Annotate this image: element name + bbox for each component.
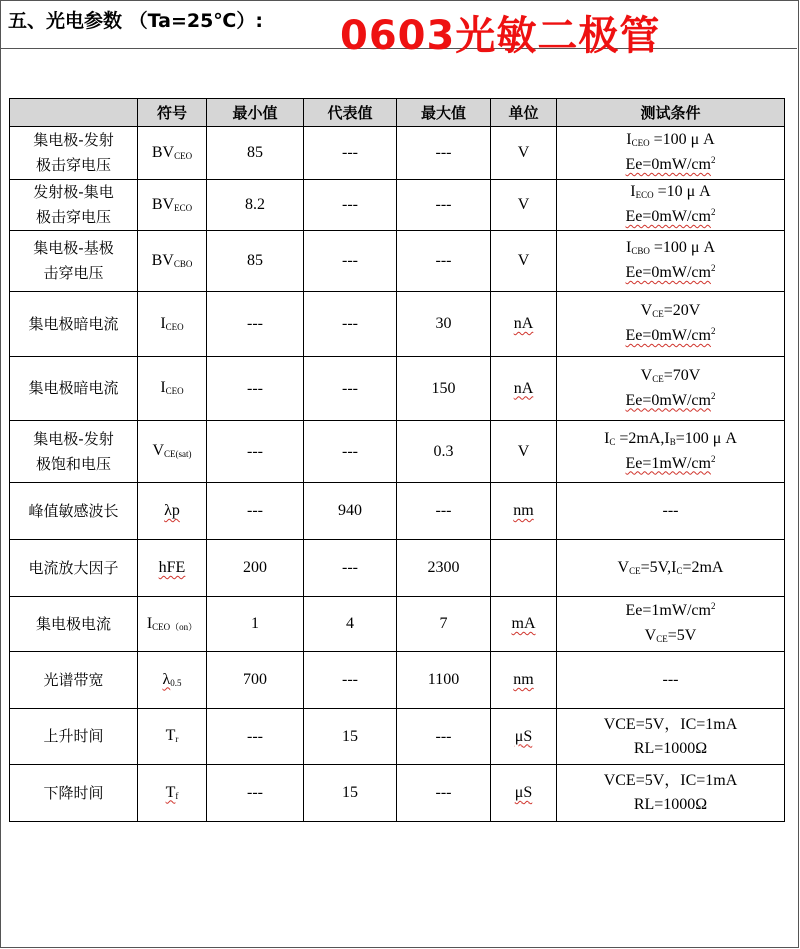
condition-line [557, 793, 784, 817]
typ-value: 15 [342, 727, 358, 745]
param-name-line: 击穿电压 [43, 264, 104, 282]
min-value-cell [207, 357, 304, 421]
max-value-cell [397, 709, 491, 765]
param-name-line: 极击穿电压 [35, 156, 111, 174]
condition-text: Ee=0mW/cm [625, 327, 711, 344]
min-value-cell [207, 765, 304, 822]
typ-value: 940 [338, 502, 362, 519]
condition-line [557, 737, 784, 761]
condition-text: I [626, 131, 632, 148]
condition-text: Ee=0mW/cm [625, 391, 711, 409]
condition-cell [557, 180, 785, 231]
condition-sub: C [609, 436, 616, 447]
param-name-line: 集电极暗电流 [28, 379, 119, 397]
typ-value-cell [304, 357, 397, 421]
symbol-cell [138, 292, 207, 357]
condition-line [557, 153, 784, 178]
spec-table [9, 98, 785, 822]
table-row [10, 483, 785, 540]
max-value: --- [435, 784, 452, 801]
min-value-cell [207, 292, 304, 357]
unit-cell [491, 483, 557, 540]
min-value-cell [207, 231, 304, 292]
condition-cell [557, 127, 785, 180]
typ-value-cell [304, 540, 397, 597]
condition-line [557, 324, 784, 349]
condition-line [557, 769, 784, 793]
symbol-cell [138, 709, 207, 765]
param-name-cell [10, 540, 138, 597]
table-row [10, 597, 785, 652]
condition-text: VCE=5V，IC=1mA [603, 715, 738, 733]
condition-text: V [640, 302, 653, 319]
symbol-subscript: f [175, 790, 179, 801]
symbol-subscript: CBO [173, 258, 193, 269]
unit-value: mA [511, 615, 536, 632]
min-value: 1 [251, 615, 259, 632]
min-value-cell [207, 127, 304, 180]
max-value: 1100 [427, 671, 460, 688]
symbol-subscript: 0.5 [170, 677, 182, 688]
symbol-cell [138, 483, 207, 540]
param-name-line: 集电极暗电流 [28, 314, 119, 333]
unit-value: nm [513, 502, 534, 519]
unit-value: μS [514, 727, 533, 745]
condition-text: =2mA [682, 558, 724, 576]
typ-value-cell [304, 483, 397, 540]
condition-cell [557, 357, 785, 421]
max-value-cell [397, 652, 491, 709]
symbol-cell [138, 127, 207, 180]
symbol-main: BV [151, 143, 175, 161]
table-row [10, 652, 785, 709]
typ-value-cell [304, 597, 397, 652]
param-name-line: 发射极-集电 [33, 183, 114, 201]
typ-value-cell [304, 231, 397, 292]
condition-line [557, 261, 784, 286]
condition-cell [557, 652, 785, 709]
header-cell-min: 最小值 [207, 99, 304, 127]
condition-text: V [644, 627, 657, 644]
typ-value-cell [304, 292, 397, 357]
condition-text: =100 μ A [675, 429, 737, 447]
condition-line [557, 668, 784, 692]
min-value-cell [207, 709, 304, 765]
min-value: 700 [243, 671, 267, 688]
max-value-cell [397, 421, 491, 483]
typ-value: --- [342, 379, 358, 397]
typ-value: --- [342, 671, 358, 688]
symbol-cell [138, 357, 207, 421]
condition-cell [557, 421, 785, 483]
param-name-line: 集电极-发射 [33, 429, 114, 448]
min-value: --- [247, 442, 263, 460]
unit-cell [491, 765, 557, 822]
symbol-cell [138, 540, 207, 597]
symbol-subscript: r [175, 734, 179, 744]
typ-value: --- [342, 252, 358, 269]
min-value: 85 [247, 144, 263, 161]
param-name-cell [10, 292, 138, 357]
min-value: --- [247, 315, 263, 332]
condition-cell [557, 709, 785, 765]
min-value-cell [207, 483, 304, 540]
symbol-main: V [152, 442, 165, 459]
max-value-cell [397, 292, 491, 357]
condition-cell [557, 540, 785, 597]
condition-text: =2mA,I [615, 429, 670, 447]
condition-text: =5V,I [640, 558, 677, 576]
param-name-line: 集电极-基极 [33, 239, 114, 257]
condition-sub: 2 [710, 155, 716, 165]
max-value-cell [397, 540, 491, 597]
unit-cell [491, 597, 557, 652]
symbol-main: λp [164, 502, 180, 519]
condition-line [557, 624, 784, 649]
condition-sub: CEO [631, 138, 650, 148]
condition-sub: C [676, 565, 683, 576]
symbol-cell [138, 231, 207, 292]
typ-value-cell [304, 127, 397, 180]
condition-sub: CE [652, 309, 664, 319]
param-name-cell [10, 709, 138, 765]
header-cell-unit: 单位 [491, 99, 557, 127]
condition-sub: 2 [710, 390, 716, 401]
typ-value: 15 [342, 784, 358, 801]
condition-text: =70V [663, 366, 701, 384]
condition-cell [557, 765, 785, 822]
max-value: 30 [435, 315, 452, 332]
param-name-line: 下降时间 [43, 783, 104, 802]
unit-cell [491, 709, 557, 765]
condition-line [557, 599, 784, 624]
typ-value-cell [304, 765, 397, 822]
condition-text: I [630, 183, 636, 200]
typ-value-cell [304, 709, 397, 765]
symbol-main: BV [151, 251, 174, 269]
condition-text: Ee=0mW/cm [625, 264, 711, 281]
typ-value: 4 [346, 615, 354, 632]
condition-text: I [604, 429, 610, 447]
condition-sub: 2 [710, 453, 716, 464]
condition-text: =100 μ A [649, 239, 715, 256]
condition-line [557, 427, 784, 452]
param-name-line: 电流放大因子 [28, 558, 119, 577]
min-value: --- [247, 727, 263, 745]
symbol-main: λ [162, 670, 171, 688]
max-value-cell [397, 127, 491, 180]
unit-value: V [517, 442, 530, 460]
symbol-cell [138, 652, 207, 709]
condition-sub: B [669, 436, 676, 447]
unit-value: μS [514, 784, 533, 801]
param-name-line: 集电极电流 [35, 614, 111, 633]
condition-sub: 2 [710, 326, 716, 336]
min-value: --- [247, 784, 263, 801]
param-name-cell [10, 231, 138, 292]
table-row [10, 180, 785, 231]
typ-value: --- [342, 559, 358, 576]
param-name-line: 极饱和电压 [35, 454, 111, 473]
max-value-cell [397, 231, 491, 292]
max-value: --- [435, 144, 452, 161]
condition-line [557, 713, 784, 737]
symbol-subscript: CEO（on） [152, 621, 198, 632]
param-name-cell [10, 652, 138, 709]
param-name-cell [10, 765, 138, 822]
condition-sub: 2 [710, 263, 716, 273]
unit-cell [491, 292, 557, 357]
max-value: 0.3 [433, 442, 454, 460]
header-cell-typ: 代表值 [304, 99, 397, 127]
condition-text: V [640, 366, 653, 384]
min-value: 8.2 [245, 196, 265, 213]
condition-line [557, 499, 784, 523]
symbol-subscript: CEO [174, 150, 193, 161]
max-value: 150 [431, 379, 456, 397]
condition-sub: CE [656, 634, 668, 644]
condition-text: =20V [663, 302, 701, 319]
symbol-subscript: CEO [165, 321, 184, 332]
typ-value: --- [342, 315, 358, 332]
condition-text: Ee=1mW/cm [625, 602, 711, 619]
condition-sub: ECO [635, 190, 654, 200]
min-value-cell [207, 421, 304, 483]
unit-value: nA [513, 315, 534, 332]
condition-sub: CE [652, 373, 664, 384]
symbol-main: I [146, 614, 153, 632]
symbol-subscript: CE(sat) [164, 449, 192, 459]
unit-value: nA [513, 379, 534, 397]
condition-text: V [617, 558, 630, 576]
header-cell-max: 最大值 [397, 99, 491, 127]
typ-value: --- [342, 144, 358, 161]
max-value: --- [435, 727, 452, 745]
unit-value: V [517, 144, 530, 161]
param-name-cell [10, 180, 138, 231]
param-name-line: 极击穿电压 [35, 208, 111, 226]
unit-value: nm [513, 671, 534, 688]
condition-cell [557, 483, 785, 540]
param-name-line: 上升时间 [43, 727, 104, 745]
max-value-cell [397, 597, 491, 652]
table-row [10, 231, 785, 292]
max-value-cell [397, 180, 491, 231]
symbol-cell [138, 180, 207, 231]
min-value-cell [207, 652, 304, 709]
condition-text: =100 μ A [649, 131, 715, 148]
typ-value: --- [342, 196, 358, 213]
condition-line [557, 389, 784, 414]
unit-cell [491, 127, 557, 180]
condition-sub: 2 [710, 207, 716, 217]
condition-sub: 2 [710, 601, 716, 611]
symbol-subscript: CEO [165, 386, 184, 396]
max-value-cell [397, 765, 491, 822]
param-name-cell [10, 127, 138, 180]
table-row [10, 540, 785, 597]
max-value: 2300 [427, 559, 460, 576]
param-name-cell [10, 597, 138, 652]
condition-cell [557, 292, 785, 357]
condition-line [557, 128, 784, 153]
condition-sub: CE [629, 565, 641, 576]
symbol-main: T [165, 727, 176, 744]
condition-line [557, 364, 784, 389]
condition-line [557, 236, 784, 261]
table-row [10, 357, 785, 421]
symbol-cell [138, 421, 207, 483]
condition-line [557, 205, 784, 230]
param-name-cell [10, 357, 138, 421]
unit-cell [491, 357, 557, 421]
product-title: 0603光敏二极管 [340, 13, 661, 59]
param-name-cell [10, 421, 138, 483]
typ-value-cell [304, 652, 397, 709]
symbol-main: I [160, 314, 166, 332]
min-value: 200 [243, 559, 267, 576]
condition-line [557, 452, 784, 477]
unit-cell [491, 540, 557, 597]
unit-value: V [517, 196, 530, 213]
min-value-cell [207, 540, 304, 597]
typ-value-cell [304, 180, 397, 231]
condition-line [557, 180, 784, 205]
typ-value: --- [342, 442, 358, 460]
condition-text: RL=1000Ω [633, 739, 708, 757]
symbol-cell [138, 597, 207, 652]
condition-text: Ee=1mW/cm [625, 454, 711, 472]
param-name-cell [10, 483, 138, 540]
param-name-line: 峰值敏感波长 [28, 501, 119, 520]
min-value: --- [247, 502, 263, 519]
unit-cell [491, 652, 557, 709]
condition-cell [557, 231, 785, 292]
condition-text: RL=1000Ω [633, 796, 708, 813]
min-value: --- [247, 379, 263, 397]
header-cell-symbol: 符号 [138, 99, 207, 127]
section-title: 五、光电参数 （Ta=25℃）: [8, 10, 263, 32]
typ-value-cell [304, 421, 397, 483]
param-name-line: 集电极-发射 [33, 131, 114, 149]
table-row [10, 127, 785, 180]
condition-text: --- [662, 502, 679, 519]
symbol-subscript: ECO [174, 202, 193, 213]
condition-cell [557, 597, 785, 652]
condition-text: I [626, 239, 632, 256]
condition-line [557, 299, 784, 324]
condition-sub: CBO [631, 246, 650, 256]
unit-cell [491, 421, 557, 483]
symbol-main: BV [151, 195, 175, 213]
header-cell-name [10, 99, 138, 127]
symbol-main: hFE [158, 559, 186, 576]
max-value: --- [435, 502, 452, 519]
table-row [10, 292, 785, 357]
max-value: --- [435, 252, 452, 269]
unit-cell [491, 231, 557, 292]
symbol-main: I [160, 379, 166, 396]
symbol-main: T [165, 783, 176, 801]
table-row [10, 421, 785, 483]
min-value: 85 [247, 252, 263, 269]
min-value-cell [207, 180, 304, 231]
symbol-cell [138, 765, 207, 822]
max-value-cell [397, 357, 491, 421]
table-row [10, 765, 785, 822]
max-value: --- [435, 196, 452, 213]
condition-line [557, 556, 784, 581]
condition-text: --- [662, 671, 679, 688]
condition-text: VCE=5V，IC=1mA [603, 772, 738, 789]
max-value-cell [397, 483, 491, 540]
header-cell-condition: 测试条件 [557, 99, 785, 127]
param-name-line: 光谱带宽 [43, 670, 104, 689]
min-value-cell [207, 597, 304, 652]
condition-text: =10 μ A [653, 183, 711, 200]
table-row [10, 709, 785, 765]
condition-text: Ee=0mW/cm [625, 156, 711, 173]
condition-text: Ee=0mW/cm [625, 208, 711, 225]
unit-cell [491, 180, 557, 231]
unit-value: V [517, 252, 530, 269]
max-value: 7 [439, 615, 448, 632]
table-header-row [10, 99, 785, 127]
condition-text: =5V [667, 627, 697, 644]
